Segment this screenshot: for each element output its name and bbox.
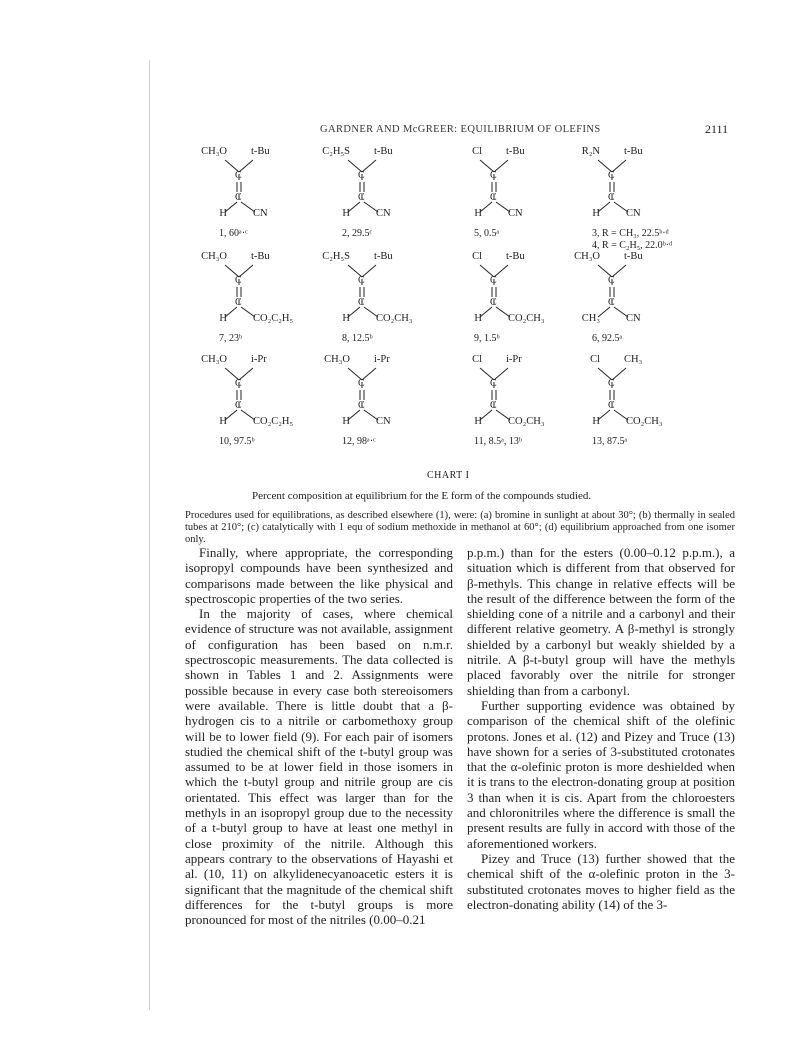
compound-structure — [578, 356, 728, 451]
carbon-atom: C — [358, 297, 365, 308]
compound-caption: 12, 98ᵃ·ᶜ — [342, 436, 376, 447]
compound-caption: 2, 29.5ᶜ — [342, 228, 373, 239]
carbon-atom: C — [235, 275, 242, 286]
carbon-atom: C — [235, 400, 242, 411]
chart-description: Percent composition at equilibrium for the E form of the compounds studied. — [252, 490, 592, 502]
compound-structure — [578, 146, 728, 251]
substituent-top-left: Cl — [472, 354, 482, 365]
paragraph: Pizey and Truce (13) further showed that the chemical shift of the α-olefinic proton in the 3-substituted crotonates moves to higher field as the electron-donating ability (14) of the 3- — [467, 850, 735, 912]
substituent-top-left: CH₃O — [574, 251, 600, 262]
carbon-atom: C — [608, 400, 615, 411]
substituent-bottom-right: CN — [508, 208, 523, 219]
substituent-top-left: R₂N — [581, 146, 600, 157]
substituent-top-right: CH₃ — [624, 354, 643, 365]
carbon-atom: C — [235, 378, 242, 389]
substituent-top-right: t-Bu — [251, 146, 270, 157]
carbon-atom: C — [490, 275, 497, 286]
carbon-atom: C — [490, 400, 497, 411]
substituent-top-left: Cl — [590, 354, 600, 365]
compound-caption: 5, 0.5ᵃ — [474, 228, 500, 239]
substituent-top-right: i-Pr — [251, 354, 267, 365]
carbon-atom: C — [235, 297, 242, 308]
substituent-bottom-left: H — [592, 208, 600, 219]
compound-caption-2: 4, R = C₂H₅, 22.0ᵇ·ᵈ — [592, 240, 673, 251]
carbon-atom: C — [358, 192, 365, 203]
substituent-bottom-left: H — [592, 416, 600, 427]
substituent-top-right: t-Bu — [251, 251, 270, 262]
compound-caption: 13, 87.5ᵃ — [592, 436, 628, 447]
substituent-top-right: t-Bu — [624, 251, 643, 262]
substituent-top-right: t-Bu — [374, 251, 393, 262]
carbon-atom: C — [608, 297, 615, 308]
substituent-bottom-right: CN — [253, 208, 268, 219]
substituent-bottom-right: CN — [626, 208, 641, 219]
carbon-atom: C — [608, 378, 615, 389]
substituent-top-right: t-Bu — [506, 146, 525, 157]
substituent-top-right: t-Bu — [374, 146, 393, 157]
carbon-atom: C — [608, 192, 615, 203]
compound-caption: 6, 92.5ᵃ — [592, 333, 623, 344]
carbon-atom: C — [608, 275, 615, 286]
paragraph: p.p.m.) than for the esters (0.00–0.12 p.p.m.), a situation which is different from that observed for β-methyls. This change in relative effects will be the result of the difference between the form of the shielding cone of a nitrile and a carbonyl and their different relative geometry. A β-methyl is strongly shielded by a carbonyl but weakly shielded by a nitrile. A β-t-butyl group will have the methyls placed favorably over the nitrile for stronger shielding than from a carbonyl. — [467, 545, 735, 698]
carbon-atom: C — [235, 192, 242, 203]
substituent-bottom-right: CO₂C₂H₅ — [253, 313, 294, 324]
substituent-bottom-left: H — [342, 416, 350, 427]
compound-caption: 9, 1.5ᵇ — [474, 333, 500, 344]
compound-structure — [574, 251, 728, 348]
substituent-bottom-right: CO₂CH₃ — [626, 416, 663, 427]
substituent-top-right: i-Pr — [506, 354, 522, 365]
substituent-bottom-left: H — [342, 208, 350, 219]
carbon-atom: C — [490, 378, 497, 389]
procedures-footnote: Procedures used for equilibrations, as described elsewhere (1), were: (a) bromine in sunlight at about 30°; (b) thermally in sealed tubes at 210°; (c) catalytically with 1 equ of sodium methoxide in methanol at 60°; (d) equilibrium approached from one isomer only. — [185, 510, 735, 545]
substituent-top-left: Cl — [472, 146, 482, 157]
substituent-bottom-right: CO₂CH₃ — [376, 313, 413, 324]
substituent-bottom-right: CN — [376, 416, 391, 427]
page-number: 2111 — [705, 122, 729, 136]
substituent-top-right: i-Pr — [374, 354, 390, 365]
substituent-top-right: t-Bu — [506, 251, 525, 262]
substituent-top-left: CH₃O — [201, 146, 227, 157]
substituent-bottom-right: CN — [376, 208, 391, 219]
carbon-atom: C — [358, 378, 365, 389]
carbon-atom: C — [490, 297, 497, 308]
substituent-bottom-right: CO₂CH₃ — [508, 416, 545, 427]
substituent-bottom-right: CN — [626, 313, 641, 324]
substituent-bottom-left: H — [474, 208, 482, 219]
carbon-atom: C — [358, 400, 365, 411]
chart-label: CHART I — [427, 470, 470, 481]
carbon-atom: C — [490, 192, 497, 203]
substituent-bottom-right: CO₂C₂H₅ — [253, 416, 294, 427]
compound-caption: 3, R = CH₃, 22.5ᵇ·ᵈ — [592, 228, 669, 239]
substituent-bottom-left: H — [474, 313, 482, 324]
substituent-top-left: CH₃O — [324, 354, 350, 365]
substituent-bottom-right: CO₂CH₃ — [508, 313, 545, 324]
carbon-atom: C — [235, 170, 242, 181]
carbon-atom: C — [490, 170, 497, 181]
substituent-top-left: C₂H₅S — [322, 146, 350, 157]
paragraph: Further supporting evidence was obtained by comparison of the chemical shift of the olefinic protons. Jones et al. (12) and Pizey and Truce (13) have shown for a series of 3-substituted crotonates that the α-olefinic proton is more deshielded when it is trans to the electron-donating group at position 3 than when it is cis. Apart from the chloroesters and chloronitriles where the difference is small the present results are fully in accord with those of the aforementioned workers. — [467, 697, 735, 851]
carbon-atom: C — [358, 170, 365, 181]
carbon-atom: C — [358, 275, 365, 286]
substituent-bottom-left: H — [219, 416, 227, 427]
compound-caption: 8, 12.5ᵇ — [342, 333, 373, 344]
compound-caption: 11, 8.5ᵃ, 13ᵇ — [474, 436, 522, 447]
substituent-bottom-left: H — [219, 313, 227, 324]
substituent-bottom-left: H — [342, 313, 350, 324]
body-column-left — [185, 545, 453, 927]
paragraph: In the majority of cases, where chemical evidence of structure was not available, assignment of configuration has been based on n.m.r. spectroscopic measurements. The data collected is shown in Tables 1 and 2. Assignments were possible because in every case both stereoisomers were available. There is little doubt that a β-hydrogen cis to a nitrile or carbomethoxy group will be to lower field (9). For each pair of isomers studied the chemical shift of the t-butyl group was assumed to be at lower field in those isomers in which the t-butyl group and nitrile group are cis orientated. This effect was larger than for the methyls in an isopropyl group due to the necessity of a t-butyl group to have at least one methyl in close proximity of the nitrile. Although this appears contrary to the observations of Hayashi et al. (10, 11) on alkylidenecyanoacetic esters it is significant that the magnitude of the chemical shift differences for the t-butyl groups is more pronounced for most of the nitriles (0.00–0.21 — [185, 606, 453, 928]
substituent-top-left: Cl — [472, 251, 482, 262]
substituent-top-left: CH₃O — [201, 251, 227, 262]
body-column-right — [467, 545, 735, 912]
compound-caption: 1, 60ᵃ·ᶜ — [219, 228, 248, 239]
substituent-top-right: t-Bu — [624, 146, 643, 157]
substituent-bottom-left: CH₃ — [581, 313, 600, 324]
running-head: GARDNER AND McGREER: EQUILIBRIUM OF OLEFINS — [320, 124, 601, 135]
margin-rule — [149, 60, 150, 1010]
compound-caption: 10, 97.5ᵇ — [219, 436, 255, 447]
substituent-top-left: CH₃O — [201, 354, 227, 365]
carbon-atom: C — [608, 170, 615, 181]
compound-caption: 7, 23ᵇ — [219, 333, 243, 344]
paragraph: Finally, where appropriate, the corresponding isopropyl compounds have been synthesized and comparisons made between the like physical and spectroscopic properties of the two series. — [185, 545, 453, 606]
substituent-top-left: C₂H₅S — [322, 251, 350, 262]
substituent-bottom-left: H — [219, 208, 227, 219]
substituent-bottom-left: H — [474, 416, 482, 427]
